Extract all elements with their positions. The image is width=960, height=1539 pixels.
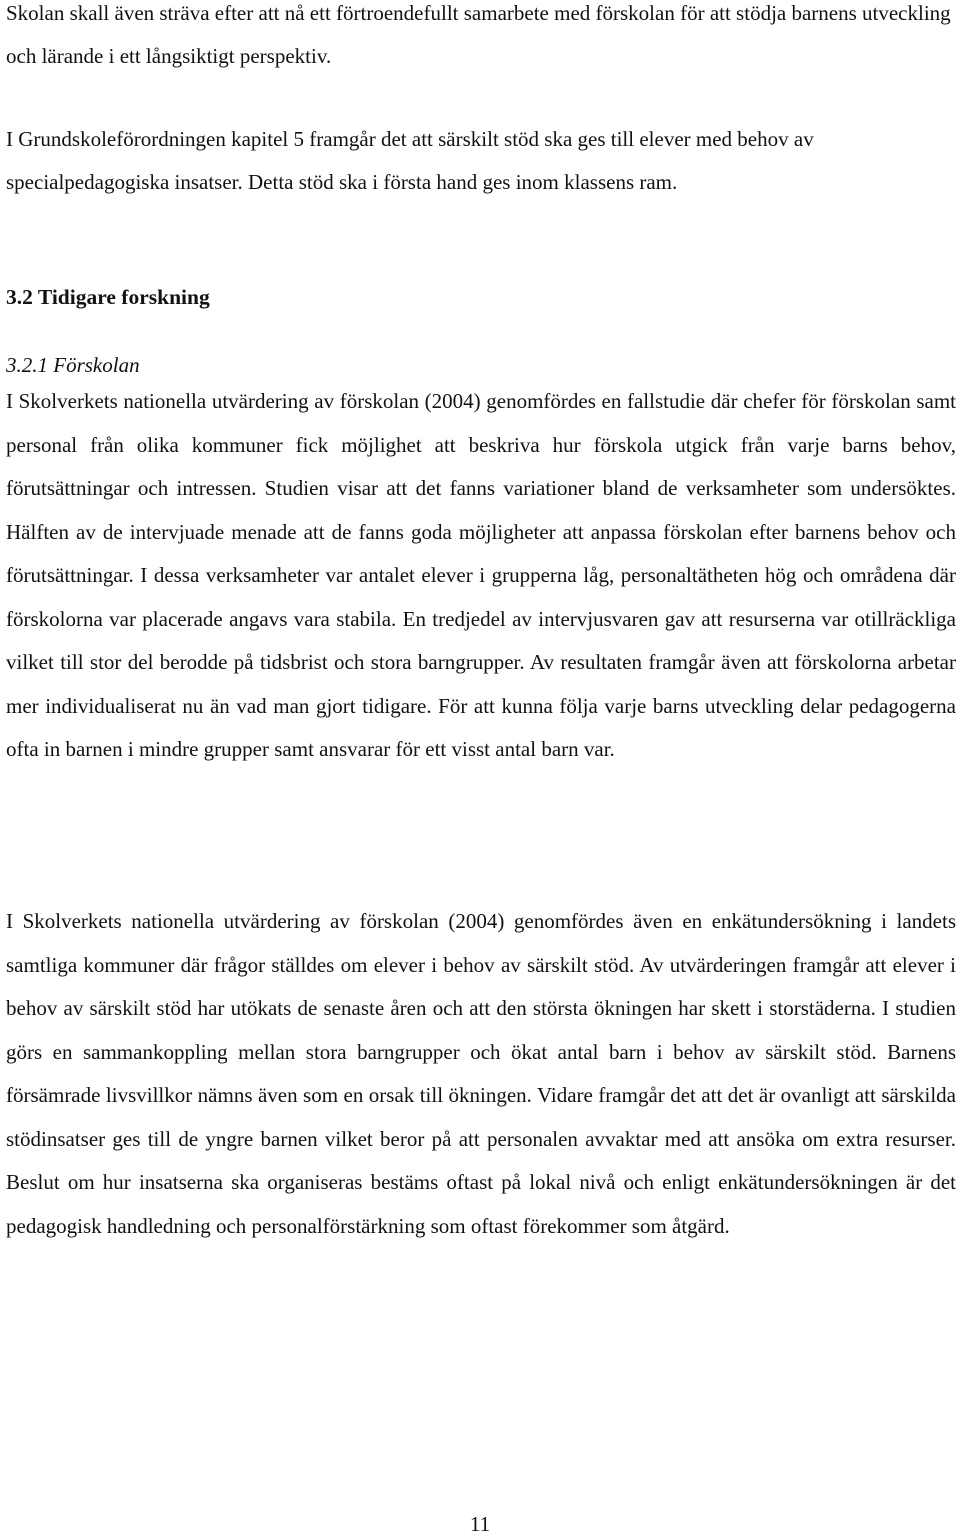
paragraph-forskola-fallstudie: I Skolverkets nationella utvärdering av förskolan (2004) genomfördes en fallstudie där chefer för förskolan samt personal från olika kommuner fick möjlighet att beskriva hur förskola utgick från varje barns behov, förutsättningar och intressen. Studien visar att det fanns variationer bland de verksamheter som undersöktes. Hälften av de intervjuade menade att de fanns goda möjligheter att anpassa förskolan efter barnens behov och förutsättningar. I dessa verksamheter var antalet elever i grupperna låg, personaltätheten hög och områdena där förskolorna var placerade angavs vara stabila. En tredjedel av intervjusvaren gav att resurserna var otillräckliga vilket till stor del berodde på tidsbrist och stora barngrupper. Av resultaten framgår även att förskolorna arbetar mer individualiserat nu än vad man gjort tidigare. För att kunna följa varje barns utveckling delar pedagogerna ofta in barnen i mindre grupper samt ansvarar för ett visst antal barn var. (6, 389, 956, 761)
paragraph-grundskoleforordningen: I Grundskoleförordningen kapitel 5 framgår det att särskilt stöd ska ges till elever med behov av specialpedagogiska insatser. Detta stöd ska i första hand ges inom klassens ram. (6, 127, 814, 194)
paragraph-school-cooperation: Skolan skall även sträva efter att nå ett förtroendefullt samarbete med förskolan för att stödja barnens utveckling och lärande i ett långsiktigt perspektiv. (6, 1, 951, 68)
section-heading: 3.2 Tidigare forskning (6, 285, 210, 309)
page-number: 11 (469, 1512, 491, 1536)
paragraph-enkatundersokning: I Skolverkets nationella utvärdering av förskolan (2004) genomfördes även en enkätundersökning i landets samtliga kommuner där frågor ställdes om elever i behov av särskilt stöd. Av utvärderingen framgår att elever i behov av särskilt stöd har utökats de senaste åren och att den största ökningen har skett i storstäderna. I studien görs en sammankoppling mellan stora barngrupper och ökat antal barn i behov av särskilt stöd. Barnens försämrade livsvillkor nämns även som en orsak till ökningen. Vidare framgår det att det är ovanligt att särskilda stödinsatser ges till de yngre barnen vilket beror på att personalen avvaktar med att ansöka om extra resurser. Beslut om hur insatserna ska organiseras bestäms oftast på lokal nivå och enligt enkätundersökningen är det pedagogisk handledning och personalförstärkning som oftast förekommer som åtgärd. (6, 909, 956, 1238)
subsection-heading: 3.2.1 Förskolan (6, 353, 140, 377)
